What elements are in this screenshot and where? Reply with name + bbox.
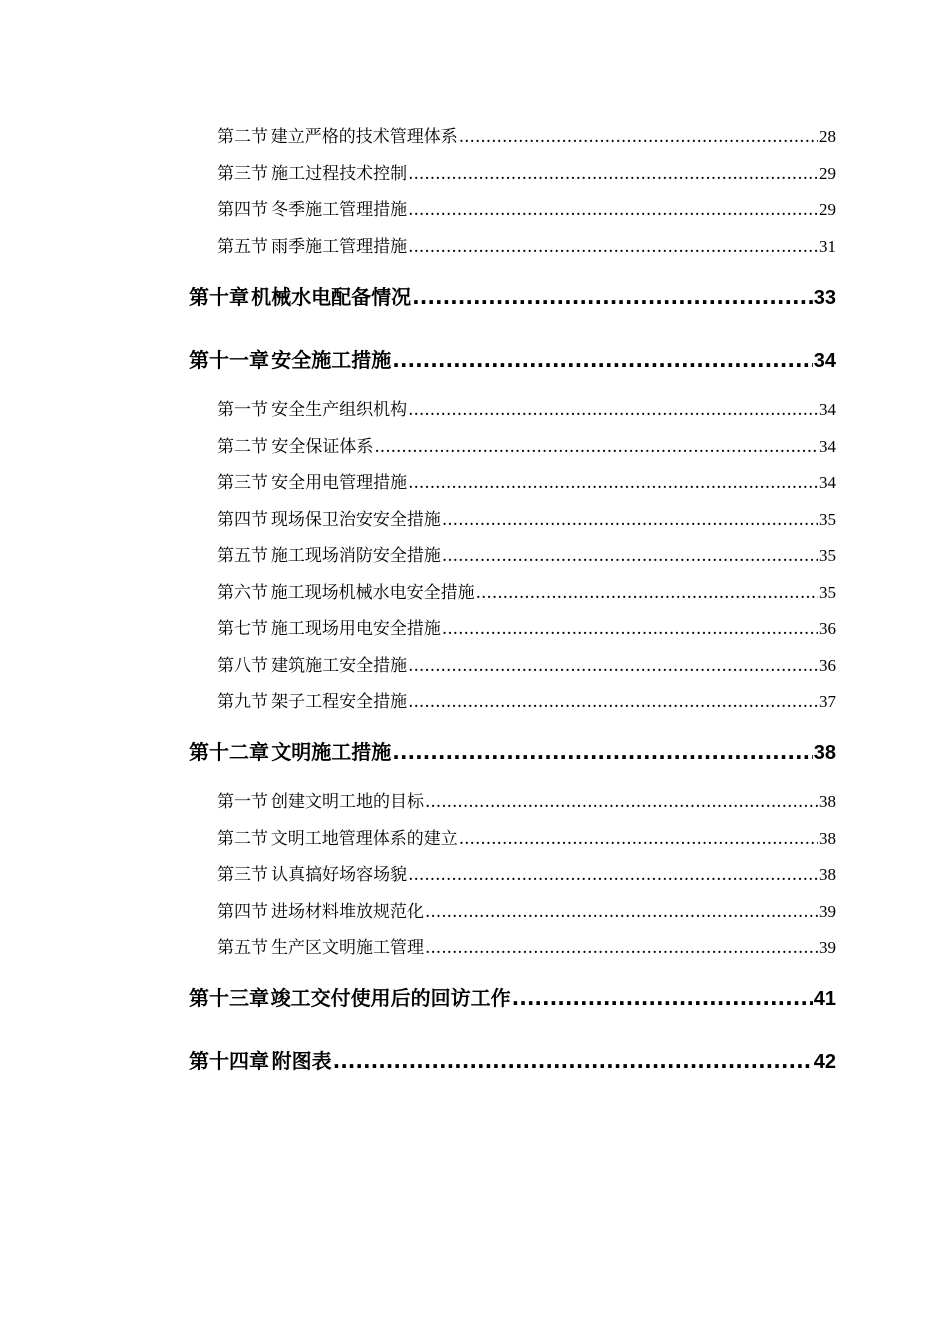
toc-entry-number: 第十三章 [189, 986, 269, 1010]
toc-page-number: 34 [819, 437, 836, 456]
toc-entry-title: 竣工交付使用后的回访工作 [270, 986, 511, 1010]
toc-entry-title: 安全保证体系 [271, 437, 374, 457]
toc-dot-leader [408, 397, 818, 423]
toc-dot-leader [425, 935, 818, 961]
toc-entry-title: 建筑施工安全措施 [271, 656, 408, 676]
toc-chapter-entry[interactable] [189, 1046, 836, 1076]
toc-entry-title: 施工现场机械水电安全措施 [270, 583, 475, 603]
toc-entry-number: 第七节 [217, 619, 268, 639]
toc-entry-title: 施工现场用电安全措施 [270, 619, 441, 639]
toc-page-number: 36 [819, 656, 836, 675]
toc-page-number: 41 [813, 988, 836, 1010]
toc-page-number: 38 [819, 792, 836, 811]
toc-dot-leader [425, 789, 818, 815]
toc-entry-title: 架子工程安全措施 [271, 692, 408, 712]
toc-chapter-entry[interactable] [189, 737, 836, 767]
toc-dot-leader [442, 616, 818, 642]
toc-entry-title: 附图表 [271, 1049, 332, 1073]
toc-section-entry[interactable] [217, 470, 836, 496]
toc-section-entry[interactable] [217, 653, 836, 679]
toc-entry-title: 创建文明工地的目标 [271, 792, 424, 812]
toc-page-number: 38 [819, 829, 836, 848]
toc-section-entry[interactable] [217, 789, 836, 815]
toc-dot-leader [425, 899, 818, 925]
toc-dot-leader [408, 470, 818, 496]
toc-page-number: 35 [819, 510, 836, 529]
toc-page-number: 35 [819, 583, 836, 602]
toc-dot-leader [392, 737, 812, 767]
toc-section-entry[interactable] [217, 580, 836, 606]
toc-section-entry[interactable] [217, 124, 836, 150]
toc-section-entry[interactable] [217, 899, 836, 925]
toc-entry-number: 第三节 [217, 473, 268, 493]
toc-chapter-entry[interactable] [189, 282, 836, 312]
toc-section-entry[interactable] [217, 397, 836, 423]
toc-section-entry[interactable] [217, 507, 836, 533]
toc-page-number: 39 [819, 938, 836, 957]
toc-entry-number: 第六节 [217, 583, 268, 603]
toc-entry-number: 第五节 [217, 237, 268, 257]
toc-dot-leader [442, 543, 818, 569]
toc-entry-title: 安全用电管理措施 [271, 473, 408, 493]
toc-page-number: 34 [819, 400, 836, 419]
toc-section-entry[interactable] [217, 234, 836, 260]
toc-page-number: 29 [819, 164, 836, 183]
toc-page-number: 39 [819, 902, 836, 921]
toc-section-entry[interactable] [217, 862, 836, 888]
toc-page-number: 42 [813, 1051, 836, 1073]
toc-entry-title: 机械水电配备情况 [251, 285, 412, 309]
toc-dot-leader [408, 197, 818, 223]
toc-entry-title: 安全生产组织机构 [271, 400, 408, 420]
toc-entry-number: 第五节 [217, 546, 268, 566]
toc-entry-number: 第二节 [217, 829, 268, 849]
toc-dot-leader [476, 580, 818, 606]
toc-dot-leader [459, 124, 818, 150]
toc-entry-number: 第十二章 [189, 740, 269, 764]
toc-dot-leader [374, 434, 818, 460]
toc-dot-leader [412, 282, 813, 312]
toc-chapter-entry[interactable] [189, 983, 836, 1013]
toc-entry-number: 第三节 [217, 865, 268, 885]
toc-entry-number: 第十一章 [189, 348, 269, 372]
toc-section-entry[interactable] [217, 434, 836, 460]
toc-page-number: 33 [813, 287, 836, 309]
toc-entry-number: 第十章 [189, 285, 249, 309]
toc-page-number: 36 [819, 619, 836, 638]
toc-entry-number: 第四节 [217, 902, 268, 922]
toc-entry-title: 安全施工措施 [271, 348, 392, 372]
toc-dot-leader [392, 345, 812, 375]
toc-entry-number: 第一节 [217, 792, 268, 812]
toc-dot-leader [333, 1046, 813, 1076]
toc-section-entry[interactable] [217, 935, 836, 961]
toc-entry-number: 第四节 [217, 510, 268, 530]
toc-entry-title: 施工现场消防安全措施 [270, 546, 441, 566]
toc-section-entry[interactable] [217, 616, 836, 642]
toc-entry-number: 第三节 [217, 164, 268, 184]
toc-entry-number: 第十四章 [189, 1049, 269, 1073]
toc-dot-leader [512, 983, 813, 1013]
toc-entry-title: 文明工地管理体系的建立 [270, 829, 458, 849]
toc-page-number: 28 [819, 127, 836, 146]
toc-page-number: 29 [819, 200, 836, 219]
toc-dot-leader [408, 234, 818, 260]
toc-entry-number: 第五节 [217, 938, 268, 958]
toc-dot-leader [408, 161, 818, 187]
toc-section-entry[interactable] [217, 197, 836, 223]
toc-section-entry[interactable] [217, 161, 836, 187]
toc-page-number: 35 [819, 546, 836, 565]
toc-entry-title: 现场保卫治安安全措施 [270, 510, 441, 530]
toc-entry-number: 第二节 [217, 127, 268, 147]
toc-entry-number: 第四节 [217, 200, 268, 220]
toc-chapter-entry[interactable] [189, 345, 836, 375]
toc-page-number: 31 [819, 237, 836, 256]
toc-section-entry[interactable] [217, 826, 836, 852]
toc-entry-number: 第八节 [217, 656, 268, 676]
toc-entry-title: 进场材料堆放规范化 [271, 902, 424, 922]
toc-entry-number: 第一节 [217, 400, 268, 420]
toc-entry-title: 生产区文明施工管理 [271, 938, 424, 958]
toc-section-entry[interactable] [217, 543, 836, 569]
toc-entry-title: 雨季施工管理措施 [271, 237, 408, 257]
toc-dot-leader [459, 826, 818, 852]
toc-dot-leader [442, 507, 818, 533]
toc-entry-title: 施工过程技术控制 [271, 164, 408, 184]
toc-entry-title: 建立严格的技术管理体系 [270, 127, 458, 147]
toc-entry-title: 认真搞好场容场貌 [271, 865, 408, 885]
toc-page-number: 38 [819, 865, 836, 884]
toc-dot-leader [408, 689, 818, 715]
toc-entry-title: 文明施工措施 [271, 740, 392, 764]
toc-entry-number: 第九节 [217, 692, 268, 712]
toc-entry-title: 冬季施工管理措施 [271, 200, 408, 220]
toc-page-number: 34 [819, 473, 836, 492]
toc-dot-leader [408, 862, 818, 888]
toc-section-entry[interactable] [217, 689, 836, 715]
toc-page-number: 37 [819, 692, 836, 711]
toc-entry-number: 第二节 [217, 437, 268, 457]
toc-dot-leader [408, 653, 818, 679]
toc-page-number: 34 [813, 350, 836, 372]
toc-page-number: 38 [813, 742, 836, 764]
